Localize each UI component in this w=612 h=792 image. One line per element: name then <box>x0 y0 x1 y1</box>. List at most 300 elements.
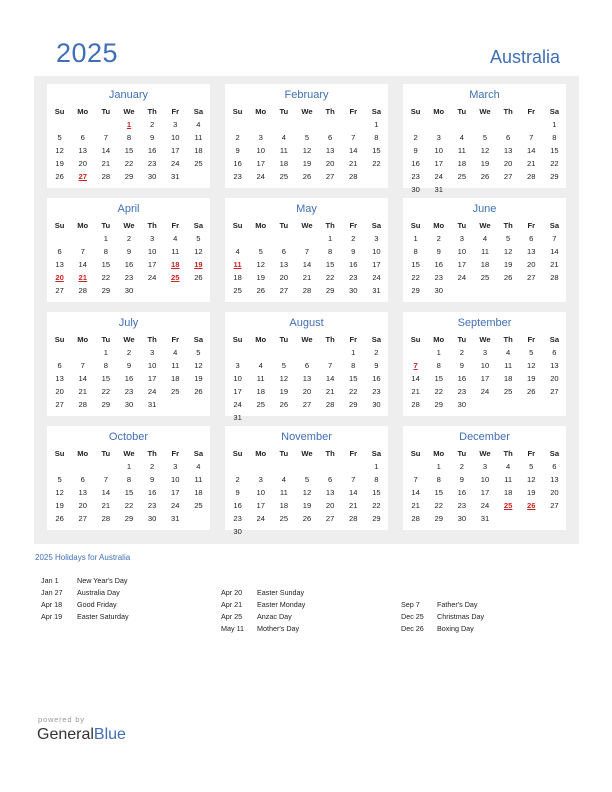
day-cell: 21 <box>550 260 559 269</box>
empty-cell <box>404 118 427 131</box>
day-cell: 5 <box>281 361 286 370</box>
day-cell: 26 <box>527 387 536 396</box>
day-cell: 5 <box>196 348 201 357</box>
day-cell: 17 <box>434 159 443 168</box>
day-cell: 6 <box>80 475 85 484</box>
day-cell: 28 <box>550 273 559 282</box>
day-cell: 23 <box>411 172 420 181</box>
day-cell: 24 <box>457 273 467 282</box>
day-cell: 1 <box>436 348 441 357</box>
weekday-header: Th <box>147 221 157 230</box>
day-cell: 2 <box>126 348 132 357</box>
day-cell: 14 <box>78 260 87 269</box>
day-cell: 4 <box>173 348 178 357</box>
day-cell: 3 <box>173 120 178 129</box>
month-grid <box>226 105 388 183</box>
day-cell: 20 <box>527 260 536 269</box>
day-cell: 15 <box>124 488 134 497</box>
day-cell: 22 <box>101 273 111 282</box>
holiday-name: Easter Saturday <box>77 612 129 621</box>
day-cell: 22 <box>550 159 559 168</box>
day-cell: 2 <box>459 462 464 471</box>
empty-cell <box>71 346 94 359</box>
day-cell: 8 <box>374 475 379 484</box>
day-cell: 21 <box>349 501 358 510</box>
weekday-header: Su <box>54 221 65 230</box>
day-cell: 18 <box>503 374 513 383</box>
holiday-day-cell: 20 <box>55 273 64 282</box>
empty-cell <box>249 232 272 245</box>
empty-cell <box>520 118 543 131</box>
empty-cell <box>295 232 318 245</box>
day-cell: 30 <box>434 286 443 295</box>
day-cell: 27 <box>302 400 312 409</box>
holiday-entry <box>41 611 211 623</box>
day-cell: 14 <box>527 146 536 155</box>
holiday-entry <box>41 599 211 611</box>
month-april <box>47 198 210 302</box>
day-cell: 25 <box>279 514 289 523</box>
month-june <box>403 198 566 302</box>
day-cell: 21 <box>411 501 420 510</box>
holiday-entry <box>401 611 571 623</box>
day-cell: 21 <box>527 159 536 168</box>
day-cell: 27 <box>279 286 289 295</box>
empty-cell <box>226 118 249 131</box>
month-title: October <box>108 431 149 443</box>
empty-cell <box>249 346 272 359</box>
day-cell: 22 <box>349 387 358 396</box>
day-cell: 19 <box>480 159 490 168</box>
empty-cell <box>450 118 473 131</box>
country-title: Australia <box>489 47 560 67</box>
weekday-header: Tu <box>101 221 111 230</box>
day-cell: 14 <box>411 488 420 497</box>
day-cell: 5 <box>258 247 263 256</box>
day-cell: 16 <box>147 488 157 497</box>
day-cell: 29 <box>550 172 559 181</box>
weekday-header: We <box>123 221 135 230</box>
weekday-header: We <box>479 221 491 230</box>
weekday-header: Fr <box>171 335 180 344</box>
day-cell: 16 <box>124 260 134 269</box>
day-cell: 28 <box>101 514 111 523</box>
day-cell: 13 <box>78 488 87 497</box>
weekday-header: Th <box>147 449 157 458</box>
day-cell: 11 <box>457 146 466 155</box>
day-cell: 17 <box>171 146 180 155</box>
day-cell: 25 <box>194 159 203 168</box>
day-cell: 2 <box>235 475 240 484</box>
day-cell: 12 <box>527 361 536 370</box>
empty-cell <box>48 460 71 473</box>
day-cell: 17 <box>147 374 157 383</box>
weekday-header: Mo <box>255 107 267 116</box>
day-cell: 11 <box>481 247 489 256</box>
day-cell: 28 <box>78 286 87 295</box>
day-cell: 4 <box>196 462 201 471</box>
day-cell: 19 <box>527 374 536 383</box>
day-cell: 21 <box>349 159 358 168</box>
day-cell: 10 <box>457 247 467 256</box>
day-cell: 13 <box>325 146 335 155</box>
day-cell: 1 <box>374 120 379 129</box>
day-cell: 18 <box>256 387 265 396</box>
day-cell: 7 <box>552 234 557 243</box>
day-cell: 25 <box>233 286 242 295</box>
holiday-entry <box>401 623 571 635</box>
weekday-header: Su <box>232 335 243 344</box>
month-august <box>225 312 388 422</box>
day-cell: 14 <box>325 374 335 383</box>
day-cell: 7 <box>103 475 108 484</box>
day-cell: 7 <box>351 475 356 484</box>
day-cell: 3 <box>173 462 178 471</box>
empty-cell <box>342 118 365 131</box>
weekday-header: Fr <box>349 107 358 116</box>
weekday-header: Tu <box>101 335 111 344</box>
day-cell: 18 <box>457 159 467 168</box>
weekday-header: Sa <box>549 107 560 116</box>
empty-cell <box>497 118 520 131</box>
day-cell: 28 <box>411 514 420 523</box>
day-cell: 2 <box>374 348 379 357</box>
holiday-name: Anzac Day <box>257 612 292 621</box>
day-cell: 21 <box>101 159 111 168</box>
day-cell: 14 <box>550 247 559 256</box>
holiday-day-cell: 18 <box>171 260 180 269</box>
holiday-name: Boxing Day <box>437 624 474 633</box>
weekday-header: Fr <box>171 221 180 230</box>
weekday-header: Sa <box>371 449 382 458</box>
day-cell: 17 <box>480 488 490 497</box>
day-cell: 29 <box>434 514 443 523</box>
day-cell: 29 <box>101 286 111 295</box>
day-cell: 23 <box>233 172 242 181</box>
day-cell: 4 <box>281 475 286 484</box>
day-cell: 21 <box>78 387 87 396</box>
day-cell: 11 <box>194 475 203 484</box>
weekday-header: Tu <box>279 449 289 458</box>
day-cell: 28 <box>302 286 312 295</box>
day-cell: 18 <box>480 260 490 269</box>
month-july <box>47 312 210 416</box>
day-cell: 3 <box>258 475 263 484</box>
day-cell: 27 <box>527 273 536 282</box>
day-cell: 28 <box>325 400 335 409</box>
day-cell: 3 <box>258 133 263 142</box>
day-cell: 2 <box>351 234 356 243</box>
day-cell: 12 <box>302 488 312 497</box>
day-cell: 25 <box>480 273 490 282</box>
day-cell: 16 <box>233 501 242 510</box>
month-grid <box>226 333 388 424</box>
weekday-header: Th <box>325 449 335 458</box>
day-cell: 23 <box>372 387 381 396</box>
weekday-header: Th <box>503 221 513 230</box>
holiday-name: Father's Day <box>437 600 478 609</box>
day-cell: 26 <box>55 172 64 181</box>
holiday-date: Jan 1 <box>41 576 59 585</box>
holiday-name: Easter Monday <box>257 600 306 609</box>
day-cell: 20 <box>78 159 87 168</box>
holiday-entry <box>41 587 211 599</box>
day-cell: 3 <box>482 462 488 471</box>
holiday-name: Christmas Day <box>437 612 485 621</box>
day-cell: 12 <box>194 361 203 370</box>
weekday-header: Su <box>410 449 421 458</box>
holiday-date: Jan 27 <box>41 588 63 597</box>
day-cell: 2 <box>126 234 132 243</box>
day-cell: 4 <box>258 361 263 370</box>
day-cell: 25 <box>171 387 180 396</box>
empty-cell <box>226 346 249 359</box>
day-cell: 10 <box>480 361 490 370</box>
holiday-day-cell: 7 <box>413 361 418 370</box>
day-cell: 12 <box>55 488 64 497</box>
day-cell: 1 <box>103 234 108 243</box>
month-grid <box>48 333 210 411</box>
day-cell: 9 <box>150 133 155 142</box>
day-cell: 31 <box>434 185 443 194</box>
day-cell: 10 <box>147 361 157 370</box>
day-cell: 17 <box>372 260 381 269</box>
day-cell: 19 <box>302 501 312 510</box>
day-cell: 13 <box>550 361 559 370</box>
weekday-header: Tu <box>101 449 111 458</box>
day-cell: 27 <box>550 501 559 510</box>
weekday-header: Tu <box>457 449 467 458</box>
day-cell: 26 <box>194 387 203 396</box>
holiday-name: Easter Sunday <box>257 588 305 597</box>
day-cell: 10 <box>256 488 265 497</box>
day-cell: 2 <box>459 348 464 357</box>
day-cell: 30 <box>147 514 157 523</box>
holiday-day-cell: 25 <box>503 501 513 510</box>
day-cell: 16 <box>457 488 467 497</box>
brand-logo-part1: General <box>37 726 94 743</box>
day-cell: 20 <box>302 387 312 396</box>
month-grid <box>404 105 566 196</box>
day-cell: 23 <box>147 501 157 510</box>
day-cell: 9 <box>351 247 356 256</box>
day-cell: 3 <box>150 348 155 357</box>
weekday-header: Su <box>410 221 421 230</box>
day-cell: 26 <box>279 400 289 409</box>
weekday-header: Th <box>503 107 513 116</box>
day-cell: 19 <box>194 374 203 383</box>
day-cell: 4 <box>196 120 201 129</box>
holiday-entry <box>401 599 571 611</box>
month-october <box>47 426 210 530</box>
holiday-day-cell: 19 <box>194 260 203 269</box>
weekday-header: Tu <box>101 107 111 116</box>
day-cell: 15 <box>434 488 443 497</box>
weekday-header: We <box>301 221 313 230</box>
day-cell: 25 <box>194 501 203 510</box>
day-cell: 24 <box>434 172 443 181</box>
day-cell: 7 <box>304 247 310 256</box>
weekday-header: Mo <box>77 107 89 116</box>
day-cell: 19 <box>256 273 265 282</box>
brand-logo-part2: Blue <box>93 726 126 743</box>
day-cell: 24 <box>480 501 490 510</box>
weekday-header: Th <box>325 221 335 230</box>
day-cell: 25 <box>279 172 289 181</box>
day-cell: 13 <box>78 146 87 155</box>
day-cell: 11 <box>171 247 180 256</box>
empty-cell <box>319 460 342 473</box>
weekday-header: Fr <box>171 107 180 116</box>
weekday-header: Tu <box>279 107 289 116</box>
day-cell: 24 <box>256 172 265 181</box>
day-cell: 7 <box>351 133 356 142</box>
day-cell: 19 <box>55 159 64 168</box>
day-cell: 8 <box>413 247 418 256</box>
empty-cell <box>48 346 71 359</box>
day-cell: 9 <box>459 361 464 370</box>
month-title: May <box>296 203 317 215</box>
day-cell: 5 <box>506 234 511 243</box>
empty-cell <box>71 460 94 473</box>
day-cell: 27 <box>325 172 335 181</box>
day-cell: 29 <box>124 514 134 523</box>
day-cell: 24 <box>256 514 265 523</box>
weekday-header: Th <box>325 335 335 344</box>
day-cell: 13 <box>302 374 312 383</box>
day-cell: 2 <box>150 462 155 471</box>
day-cell: 20 <box>78 501 87 510</box>
day-cell: 11 <box>194 133 203 142</box>
weekday-header: Fr <box>527 107 536 116</box>
day-cell: 17 <box>256 501 265 510</box>
day-cell: 9 <box>459 475 464 484</box>
month-grid <box>48 105 210 183</box>
month-title: November <box>281 431 332 443</box>
day-cell: 6 <box>57 247 62 256</box>
day-cell: 11 <box>504 475 513 484</box>
holiday-day-cell: 26 <box>527 501 536 510</box>
day-cell: 4 <box>506 462 511 471</box>
day-cell: 21 <box>101 501 111 510</box>
holiday-column <box>41 575 211 623</box>
day-cell: 31 <box>171 172 180 181</box>
day-cell: 16 <box>147 146 157 155</box>
month-title: April <box>117 203 140 215</box>
holiday-name: Good Friday <box>77 600 117 609</box>
weekday-header: Mo <box>255 335 267 344</box>
day-cell: 15 <box>372 146 381 155</box>
day-cell: 17 <box>171 488 180 497</box>
holiday-day-cell: 1 <box>126 120 132 129</box>
day-cell: 5 <box>529 462 534 471</box>
empty-cell <box>48 232 71 245</box>
empty-cell <box>295 460 318 473</box>
day-cell: 14 <box>101 146 111 155</box>
day-cell: 12 <box>480 146 490 155</box>
day-cell: 30 <box>372 400 381 409</box>
day-cell: 5 <box>196 234 201 243</box>
month-grid <box>226 447 388 538</box>
holiday-date: Dec 25 <box>401 612 424 621</box>
day-cell: 22 <box>411 273 420 282</box>
empty-cell <box>272 232 295 245</box>
day-cell: 4 <box>281 133 286 142</box>
day-cell: 30 <box>457 514 467 523</box>
month-title: August <box>289 317 324 329</box>
holiday-day-cell: 27 <box>78 172 87 181</box>
day-cell: 3 <box>459 234 464 243</box>
holiday-column <box>401 599 571 635</box>
day-cell: 4 <box>482 234 488 243</box>
day-cell: 18 <box>279 159 289 168</box>
day-cell: 4 <box>506 348 511 357</box>
month-grid <box>48 219 210 297</box>
weekday-header: We <box>301 335 313 344</box>
day-cell: 18 <box>503 488 513 497</box>
weekday-header: Mo <box>433 107 445 116</box>
holiday-date: Apr 25 <box>221 612 243 621</box>
empty-cell <box>249 118 272 131</box>
weekday-header: Fr <box>527 221 536 230</box>
day-cell: 4 <box>459 133 464 142</box>
day-cell: 14 <box>302 260 312 269</box>
empty-cell <box>226 232 249 245</box>
holiday-date: Sep 7 <box>401 600 420 609</box>
day-cell: 26 <box>256 286 265 295</box>
day-cell: 25 <box>256 400 265 409</box>
day-cell: 28 <box>101 172 111 181</box>
day-cell: 8 <box>436 475 441 484</box>
day-cell: 22 <box>124 159 134 168</box>
day-cell: 12 <box>503 247 513 256</box>
weekday-header: Tu <box>457 107 467 116</box>
weekday-header: Mo <box>255 221 267 230</box>
day-cell: 22 <box>434 387 443 396</box>
empty-cell <box>404 460 427 473</box>
day-cell: 17 <box>457 260 467 269</box>
day-cell: 14 <box>411 374 420 383</box>
day-cell: 22 <box>124 501 134 510</box>
weekday-header: Mo <box>433 221 445 230</box>
holiday-date: Apr 18 <box>41 600 63 609</box>
day-cell: 31 <box>372 286 381 295</box>
day-cell: 15 <box>411 260 420 269</box>
day-cell: 13 <box>55 260 64 269</box>
day-cell: 27 <box>78 514 87 523</box>
day-cell: 1 <box>351 348 356 357</box>
day-cell: 26 <box>302 514 312 523</box>
day-cell: 27 <box>55 286 64 295</box>
day-cell: 7 <box>80 361 85 370</box>
weekday-header: Su <box>410 335 421 344</box>
empty-cell <box>94 460 117 473</box>
day-cell: 9 <box>150 475 155 484</box>
day-cell: 6 <box>328 475 333 484</box>
weekday-header: Th <box>503 449 513 458</box>
day-cell: 1 <box>126 462 132 471</box>
empty-cell <box>473 118 496 131</box>
weekday-header: Fr <box>349 449 358 458</box>
day-cell: 20 <box>550 374 559 383</box>
day-cell: 3 <box>235 361 240 370</box>
day-cell: 10 <box>171 475 180 484</box>
day-cell: 19 <box>302 159 312 168</box>
day-cell: 12 <box>527 475 536 484</box>
day-cell: 20 <box>325 159 335 168</box>
day-cell: 13 <box>503 146 513 155</box>
weekday-header: Sa <box>549 449 560 458</box>
